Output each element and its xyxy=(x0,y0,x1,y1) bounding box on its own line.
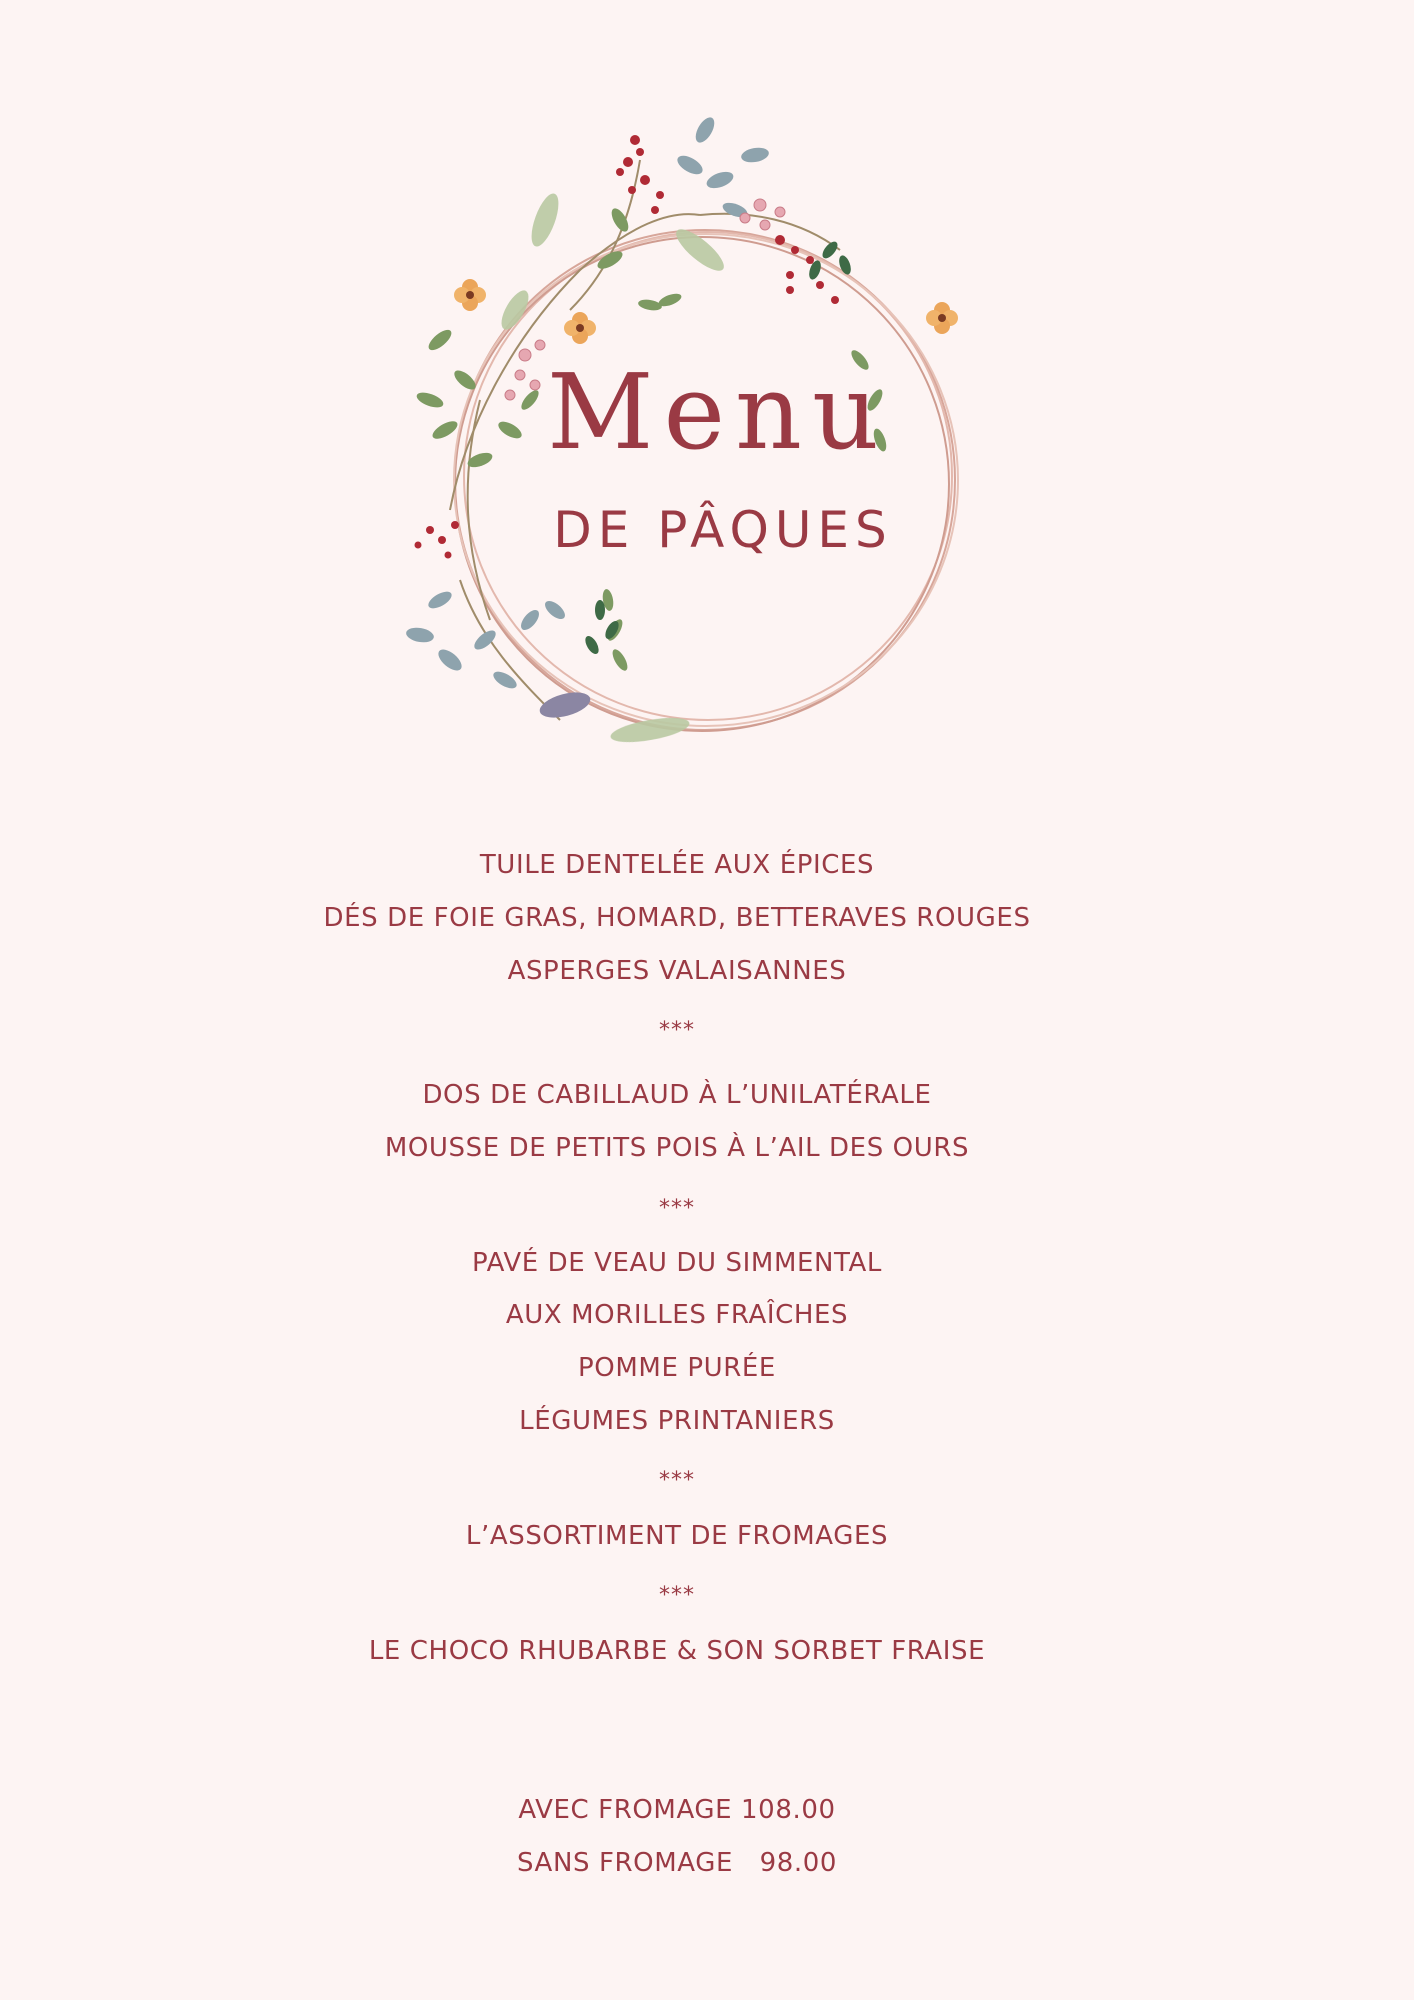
orange-flowers xyxy=(454,279,958,344)
course-line: DOS DE CABILLAUD À L’UNILATÉRALE xyxy=(422,1080,932,1110)
wreath-rings xyxy=(454,230,958,731)
course-line: LÉGUMES PRINTANIERS xyxy=(519,1406,835,1436)
course-separator: *** xyxy=(659,1018,695,1043)
course-separator: *** xyxy=(659,1196,695,1221)
course-line: LE CHOCO RHUBARBE & SON SORBET FRAISE xyxy=(368,1636,986,1666)
price-without-cheese: SANS FROMAGE 98.00 xyxy=(516,1848,838,1878)
menu-subtitle: DE PÂQUES xyxy=(553,501,893,559)
course-line: PAVÉ DE VEAU DU SIMMENTAL xyxy=(472,1248,882,1278)
course-line: AUX MORILLES FRAÎCHES xyxy=(505,1300,849,1330)
course-line: DÉS DE FOIE GRAS, HOMARD, BETTERAVES ROUGES xyxy=(323,903,1031,933)
menu-title: Menu xyxy=(547,351,889,473)
course-line: MOUSSE DE PETITS POIS À L’AIL DES OURS xyxy=(384,1133,970,1163)
red-berries xyxy=(415,135,840,559)
purple-leaf xyxy=(537,688,593,723)
course-line: L’ASSORTIMENT DE FROMAGES xyxy=(465,1521,889,1551)
course-line: ASPERGES VALAISANNES xyxy=(507,956,847,986)
course-separator: *** xyxy=(659,1583,695,1608)
course-separator: *** xyxy=(659,1468,695,1493)
price-with-cheese: AVEC FROMAGE 108.00 xyxy=(518,1795,836,1825)
course-line: TUILE DENTELÉE AUX ÉPICES xyxy=(479,850,875,880)
course-line: POMME PURÉE xyxy=(578,1353,776,1383)
